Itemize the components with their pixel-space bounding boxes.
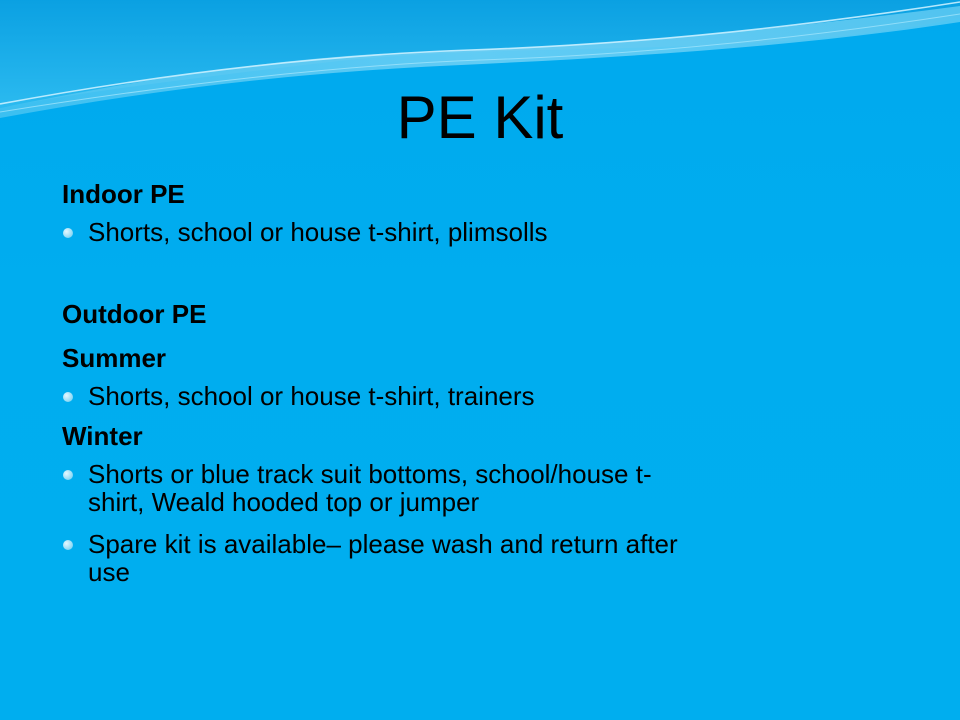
winter-heading: Winter: [62, 421, 143, 451]
summer-bullet: [62, 382, 862, 410]
spare-kit-bullet-line-2: use: [88, 557, 130, 587]
slide-title: PE Kit: [396, 84, 564, 151]
indoor-bullet: [62, 218, 862, 246]
winter-bullet-line-1: Shorts or blue track suit bottoms, school/house t-: [88, 459, 652, 489]
winter-bullet-line-2: shirt, Weald hooded top or jumper: [88, 487, 480, 517]
bullet-dot-icon: [63, 470, 73, 480]
spare-kit-bullet-line-1: Spare kit is available– please wash and return after: [88, 529, 678, 559]
bullet-dot-icon: [63, 392, 73, 402]
indoor-bullet-text: Shorts, school or house t-shirt, plimsolls: [88, 217, 548, 247]
summer-bullet-text: Shorts, school or house t-shirt, trainers: [88, 381, 535, 411]
indoor-pe-heading: Indoor PE: [62, 179, 185, 209]
bullet-dot-icon: [63, 540, 73, 550]
outdoor-pe-heading: Outdoor PE: [62, 299, 207, 329]
slide-content: [62, 176, 862, 586]
spare-kit-bullet: [62, 530, 862, 586]
winter-bullet: [62, 460, 862, 516]
bullet-dot-icon: [63, 228, 73, 238]
summer-heading: Summer: [62, 343, 167, 373]
